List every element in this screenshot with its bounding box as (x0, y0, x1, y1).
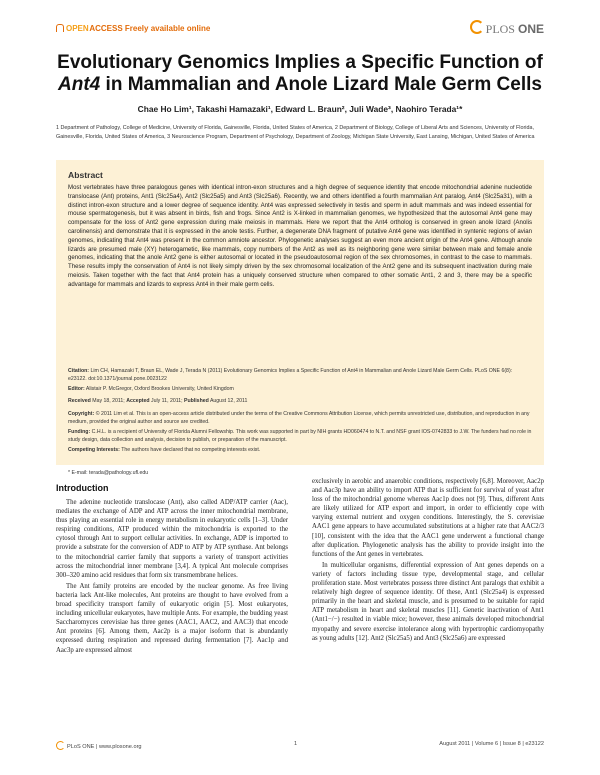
editor: Editor: Alistair P. McGregor, Oxford Brookes University, United Kingdom (68, 386, 234, 392)
introduction-heading: Introduction (56, 483, 109, 493)
title-line-1: Evolutionary Genomics Implies a Specific Function of (57, 52, 543, 73)
open-lock-icon (56, 24, 64, 32)
left-column (56, 498, 288, 657)
competing-interests: Competing Interests: The authors have declared that no competing interests exist. (68, 447, 261, 453)
abstract-text: Most vertebrates have three paralogous genes with identical intron-exon structures and a high degree of sequence identity that encode mitochondrial adenine nucleotide translocase (Ant) proteins, Ant1 (Slc25a4), Ant2 (Slc25a5) and Ant3 (Slc25a6). Recently, we and others identified a fourth mammalian Ant paralog, Ant4 (Slc25a31), with a distinct intron-exon structure and a lower degree of sequence identity. Ant4 was expressed selectively in testis and sperm in adult mammals and was indeed essential for mouse spermatogenesis, but it was absent in birds, fish and frogs. Since Ant2 is X-linked in mammalian genomes, we hypothesized that the autosomal Ant4 gene may compensate for the loss of Ant2 gene expression during male meiosis in mammals. Here we report that the Ant4 ortholog is conserved in green anole lizard (Anolis carolinensis) and demonstrate that it is expressed in the anole testis. Further, a degenerate DNA fragment of putative Ant4 gene was identified in syntenic regions of avian genomes, indicating that Ant4 was present in the common amniote ancestor. Phylogenetic analyses suggest an even more ancient origin of the Ant4 gene. Although anole lizards are presumed male (XY) heterogametic, like mammals, copy numbers of the Ant2 as well as its neighboring gene were similar between male and female anole genomes, indicating that the anole Ant2 gene is either autosomal or located in the pseudoautosomal region of the sex chromosomes, in contrast to the case to mammals. These results imply the conservation of Ant4 is not likely simply driven by the sex chromosomal localization of the Ant2 gene and its subsequent inactivation during male meiosis. Taken together with the fact that Ant4 protein has a uniquely conserved structure when compared to other somatic Ant1, 2 and 3, there may be a specific advantage for mammals and lizards to express Ant4 in their male germ cells. (68, 184, 532, 288)
journal-header (56, 20, 544, 40)
paragraph: The adenine nucleotide translocase (Ant), also called ADP/ATP carrier (Aac), mediates the exchange of ADP and ATP across the inner mitochondrial membrane, thus playing an essential role in energy metabolism in eukaryotic cells [1–3]. Under respiring conditions, ATP produced within the mitochondria is exported to the cytosol through Ant to support cellular activities. In exchange, ADP is imported to provide a substrate for the conversion of ADP to ATP by ATP synthase. Ant belongs to the mitochondrial carrier family that supports a variety of transport activities across the mitochondrial inner membrane [3,4]. A typical Ant molecule comprises 300–320 amino acid residues that form six transmembrane helices. (56, 499, 288, 579)
paragraph: exclusively in aerobic and anaerobic conditions, respectively [6,8]. Moreover, Aac2p and Aac3p have an ability to import ATP that is sufficient for survival of yeast after loss of the mitochondrial genome whereas Aac1p does not [9]. Thus, different Ants are likely utilized for ATP export and import, in order to efficiently cope with varying external nutrient and oxygen conditions. Interestingly, the S. cerevisiae AAC1 gene appears to have accumulated substitutions at a higher rate that AAC2/3 [10], consistent with the idea that the AAC1 gene underwent a functional change after duplication. Phylogenetic analysis has the ability to provide insight into the functions of the Ant genes in vertebrates. (312, 478, 544, 558)
journal-url[interactable]: | www.plosone.org (95, 744, 142, 750)
plos-swirl-icon (56, 741, 65, 750)
corresponding-email[interactable]: * E-mail: terada@pathology.ufl.edu (68, 470, 149, 476)
plos-swirl-icon (470, 20, 484, 34)
journal-logo: PLOS ONE (470, 20, 544, 37)
footer-journal: PLoS ONE | www.plosone.org (56, 741, 142, 750)
funding: Funding: C.H.L. is a recipient of University of Florida Alumni Fellowship. This work was supported in part by NIH grants HD060474 to N.T. and NSF grant IOS-0742833 to J.W. The funders had no role in study design, data collection and analysis, decision to publish, or preparation of the manuscript. (68, 429, 532, 443)
right-column (312, 477, 544, 645)
page-footer (56, 738, 544, 752)
issue-info: August 2011 | Volume 6 | Issue 8 | e23122 (439, 741, 544, 747)
open-access-badge: OPEN ACCESS Freely available online (56, 24, 210, 33)
title-line-2: Ant4 in Mammalian and Anole Lizard Male Germ Cells (58, 74, 542, 95)
paragraph: The Ant family proteins are encoded by the nuclear genome. As free living bacteria lack Ant-like molecules, Ant proteins are thought to have evolved from a broad specificity transport family of eukaryotic origin [5]. Most eukaryotes, including unicellular eukaryotes, have multiple Ants. For example, the budding yeast Saccharomyces cerevisiae has three genes (AAC1, AAC2, and AAC3) that encode Ant proteins [6]. Among them, Aac2p is a major isoform that is abundantly expressed during respiration and repressed during fermentation [7]. Aac1p and Aac3p are expressed almost (56, 582, 288, 654)
affiliations: 1 Department of Pathology, College of Medicine, University of Florida, Gainesville, Florida, United States of America, 2 Department of Biology, College of Liberal Arts and Sciences, University of Florida, Gainesville, Florida, United States of America, 3 Neuroscience Program, Department of Psychology, Department of Zoology, Michigan State University, East Lansing, Michigan, United States of America (56, 125, 535, 140)
abstract-box (56, 160, 544, 465)
page-number: 1 (294, 741, 298, 747)
dates: Received May 18, 2011; Accepted July 11, 2011; Published August 12, 2011 (68, 398, 248, 404)
citation: Citation: Lim CH, Hamazaki T, Braun EL, Wade J, Terada N (2011) Evolutionary Genomics Implies a Specific Function of Ant4 in Mammalian and Anole Lizard Male Germ Cells. PLoS ONE 6(8): e23122. doi:10.1371/journal.pone.0023122 (68, 368, 513, 382)
author-list: Chae Ho Lim¹, Takashi Hamazaki¹, Edward L. Braun², Juli Wade³, Naohiro Terada¹* (137, 104, 463, 114)
article-title (56, 52, 544, 96)
copyright: Copyright: © 2011 Lim et al. This is an open-access article distributed under the terms of the Creative Commons Attribution License, which permits unrestricted use, distribution, and reproduction in any medium, provided the original author and source are credited. (68, 411, 530, 425)
paragraph: In multicellular organisms, differential expression of Ant genes depends on a variety of factors including tissue type, developmental stage, and cellular proliferation state. Most vertebrates possess three distinct Ant paralogs that exhibit a relatively high degree of sequence identity. Of these, Ant1 (Slc25a4) is expressed primarily in the heart and skeletal muscle, and is presumed to be suitable for rapid ATP metabolism in heart and skeletal muscles [11]. Genetic inactivation of Ant1 (Ant1−/−) resulted in viable mice; however, these animals developed mitochondrial myopathy and severe exercise intolerance along with hypertrophic cardiomyopathy as young adults [12]. Ant2 (Slc25a5) and Ant3 (Slc25a6) are expressed (312, 561, 544, 642)
abstract-heading: Abstract (68, 170, 103, 180)
